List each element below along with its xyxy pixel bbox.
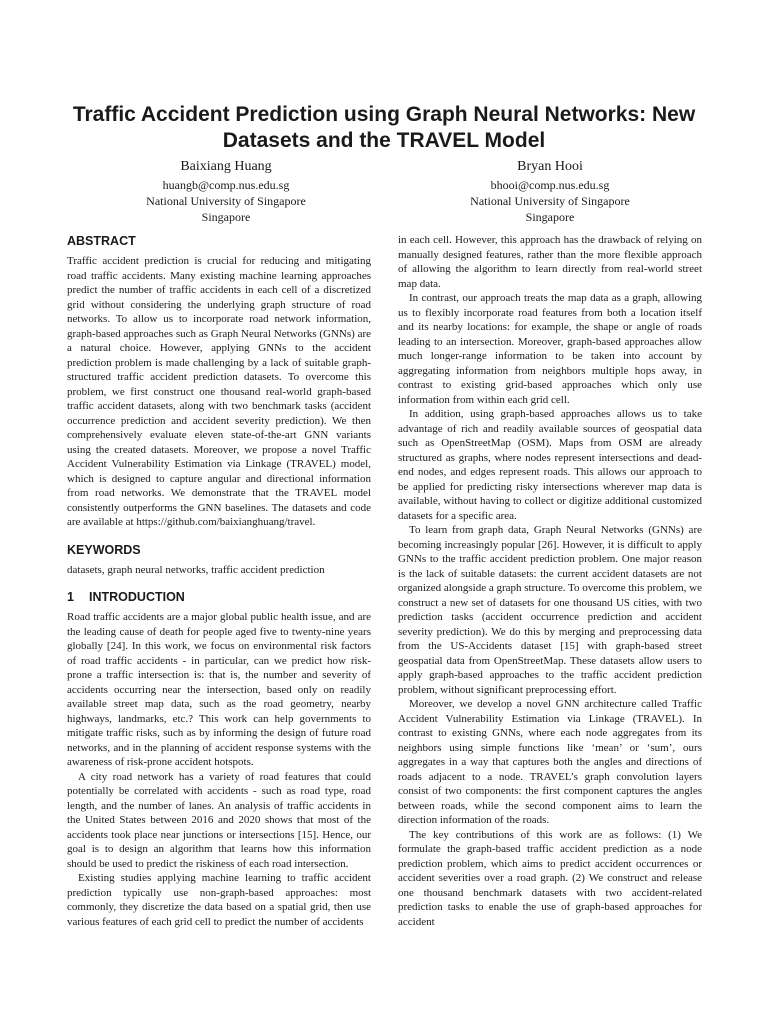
body-paragraph: To learn from graph data, Graph Neural Networks (GNNs) are becoming increasingly popular [26]. However, it is difficult to apply GNNs to the traffic accident prediction problem. One major reason is the lack of suitable datasets: the current accident datasets are not organized alongside a graph structure. To overcome this problem, we construct a new set of datasets for one thousand US cities, with two prediction tasks (accident occurrence prediction and accident severity prediction). We do this by merging and preprocessing data from the US-Accidents dataset [15] with graph-based street geospatial data from OpenStreetMap. These datasets allow users to apply graph-based approaches to the traffic accident prediction problem, without significant preprocessing effort. (398, 524, 702, 696)
section-number: 1 (67, 590, 74, 604)
keywords-text: datasets, graph neural networks, traffic accident prediction (67, 563, 325, 576)
author-email[interactable]: bhooi@comp.nus.edu.sg (490, 178, 610, 192)
author-country: Singapore (525, 210, 575, 224)
author-affiliation: National University of Singapore (470, 194, 630, 208)
author-name: Bryan Hooi (517, 159, 583, 174)
author-affiliation: National University of Singapore (146, 194, 306, 208)
right-column (398, 233, 702, 929)
body-paragraph: Moreover, we develop a novel GNN architecture called Traffic Accident Vulnerability Estimation via Linkage (TRAVEL). In contrast to existing GNNs, where each node aggregates from its neighbors using simple functions like ‘mean’ or ‘sum’, ours aggregates in a way that captures both the angles and directions of roads adjacent to a node. TRAVEL’s graph convolution layers consist of two components: the first component captures the angles between roads, while the second component aims to learn the direction information of the roads. (398, 698, 702, 826)
body-paragraph: In addition, using graph-based approaches allows us to take advantage of rich and readily available sources of geospatial data such as OpenStreetMap (OSM). Maps from OSM are already structured as graphs, where nodes represent intersections and dead-end nodes, and edges represent roads. This allows our approach to be applied for predicting risky intersections wherever map data is available, without having to collect or digitize additional customized datasets for a specific area. (398, 408, 702, 522)
intro-paragraph: A city road network has a variety of road features that could potentially be correlated with accidents - such as road type, road length, and the number of lanes. An analysis of traffic accidents in the United States between 2016 and 2020 shows that most of the accidents took place near junctions or intersections [15]. Hence, our goal is to design an algorithm that learns how this information should be used to predict the riskiness of each road intersection. (67, 770, 371, 870)
paper-title-line-2: Datasets and the TRAVEL Model (222, 129, 546, 152)
left-column (67, 233, 371, 929)
author-block-2 (420, 158, 680, 225)
author-country: Singapore (201, 210, 251, 224)
author-name: Baixiang Huang (180, 159, 272, 174)
author-block-1 (96, 158, 356, 225)
intro-paragraph: Existing studies applying machine learning to traffic accident prediction typically use non-graph-based approaches: most commonly, they discretize the data based on a spatial grid, then use various features of each grid cell to predict the number of accidents (67, 872, 371, 928)
abstract-heading: ABSTRACT (67, 234, 136, 248)
body-paragraph: The key contributions of this work are as follows: (1) We formulate the graph-based traffic accident prediction as a node prediction problem, which aims to predict accident occurrences or accident severities over a road graph. (2) We construct and release one thousand benchmark datasets with two accident-related prediction tasks to enable the use of graph-based approaches for accident (398, 828, 702, 928)
section-heading-introduction (67, 589, 371, 605)
body-paragraph: In contrast, our approach treats the map data as a graph, allowing us to flexibly incorporate road features from both a location itself and its nearby locations: for example, the shape or angle of roads leading to an intersection. Moreover, graph-based approaches allow much longer-range information to be taken into account by aggregating information from neighbors multiple hops away, in contrast to existing grid-based approaches which only use information from within each grid cell. (398, 292, 702, 406)
paper-title (40, 102, 728, 154)
section-title: INTRODUCTION (89, 590, 185, 604)
body-paragraph: in each cell. However, this approach has the drawback of relying on manually designed features, rather than the more flexible approach of allowing the algorithm to learn directly from real-world street map data. (398, 234, 702, 290)
keywords-heading: KEYWORDS (67, 542, 141, 557)
paper-title-line-1: Traffic Accident Prediction using Graph Neural Networks: New (72, 103, 696, 126)
abstract-text: Traffic accident prediction is crucial for reducing and mitigating road traffic accidents. Many existing machine learning approaches predict the number of traffic accidents in each cell of a discretized grid without considering the underlying graph structure of road networks. To allow us to incorporate road network information, graph-based approaches such as Graph Neural Networks (GNNs) are a natural choice. However, applying GNNs to the accident prediction problem is made challenging by a lack of suitable graph-structured traffic accident prediction datasets. To overcome this problem, we first construct one thousand real-world graph-based traffic accident datasets, along with two benchmark tasks (accident occurrence prediction and accident severity prediction). We then comprehensively evaluate eleven state-of-the-art GNN variants using the created datasets. Moreover, we propose a novel Traffic Accident Vulnerability Estimation via Linkage (TRAVEL) model, which is designed to capture angular and directional information from road networks. We demonstrate that the TRAVEL model consistently outperforms the GNN baselines. The datasets and code are available at https://github.com/baixianghuang/travel. (67, 255, 371, 528)
author-email[interactable]: huangb@comp.nus.edu.sg (162, 178, 290, 192)
intro-paragraph: Road traffic accidents are a major global public health issue, and are the leading cause of death for people aged five to twenty-nine years globally [24]. In this work, we focus on environmental risk factors of road traffic accidents - in particular, can we predict how risk-prone a traffic intersection is: that is, the number and severity of accidents occurring near the intersection, based only on readily available street map data, such as the road geometry, nearby highways, landmarks, etc.? This work can help governments to mitigate traffic risks, such as by informing the design of future road networks, and in the planning of accident response systems with the awareness of risk-prone accident hotspots. (67, 611, 371, 768)
